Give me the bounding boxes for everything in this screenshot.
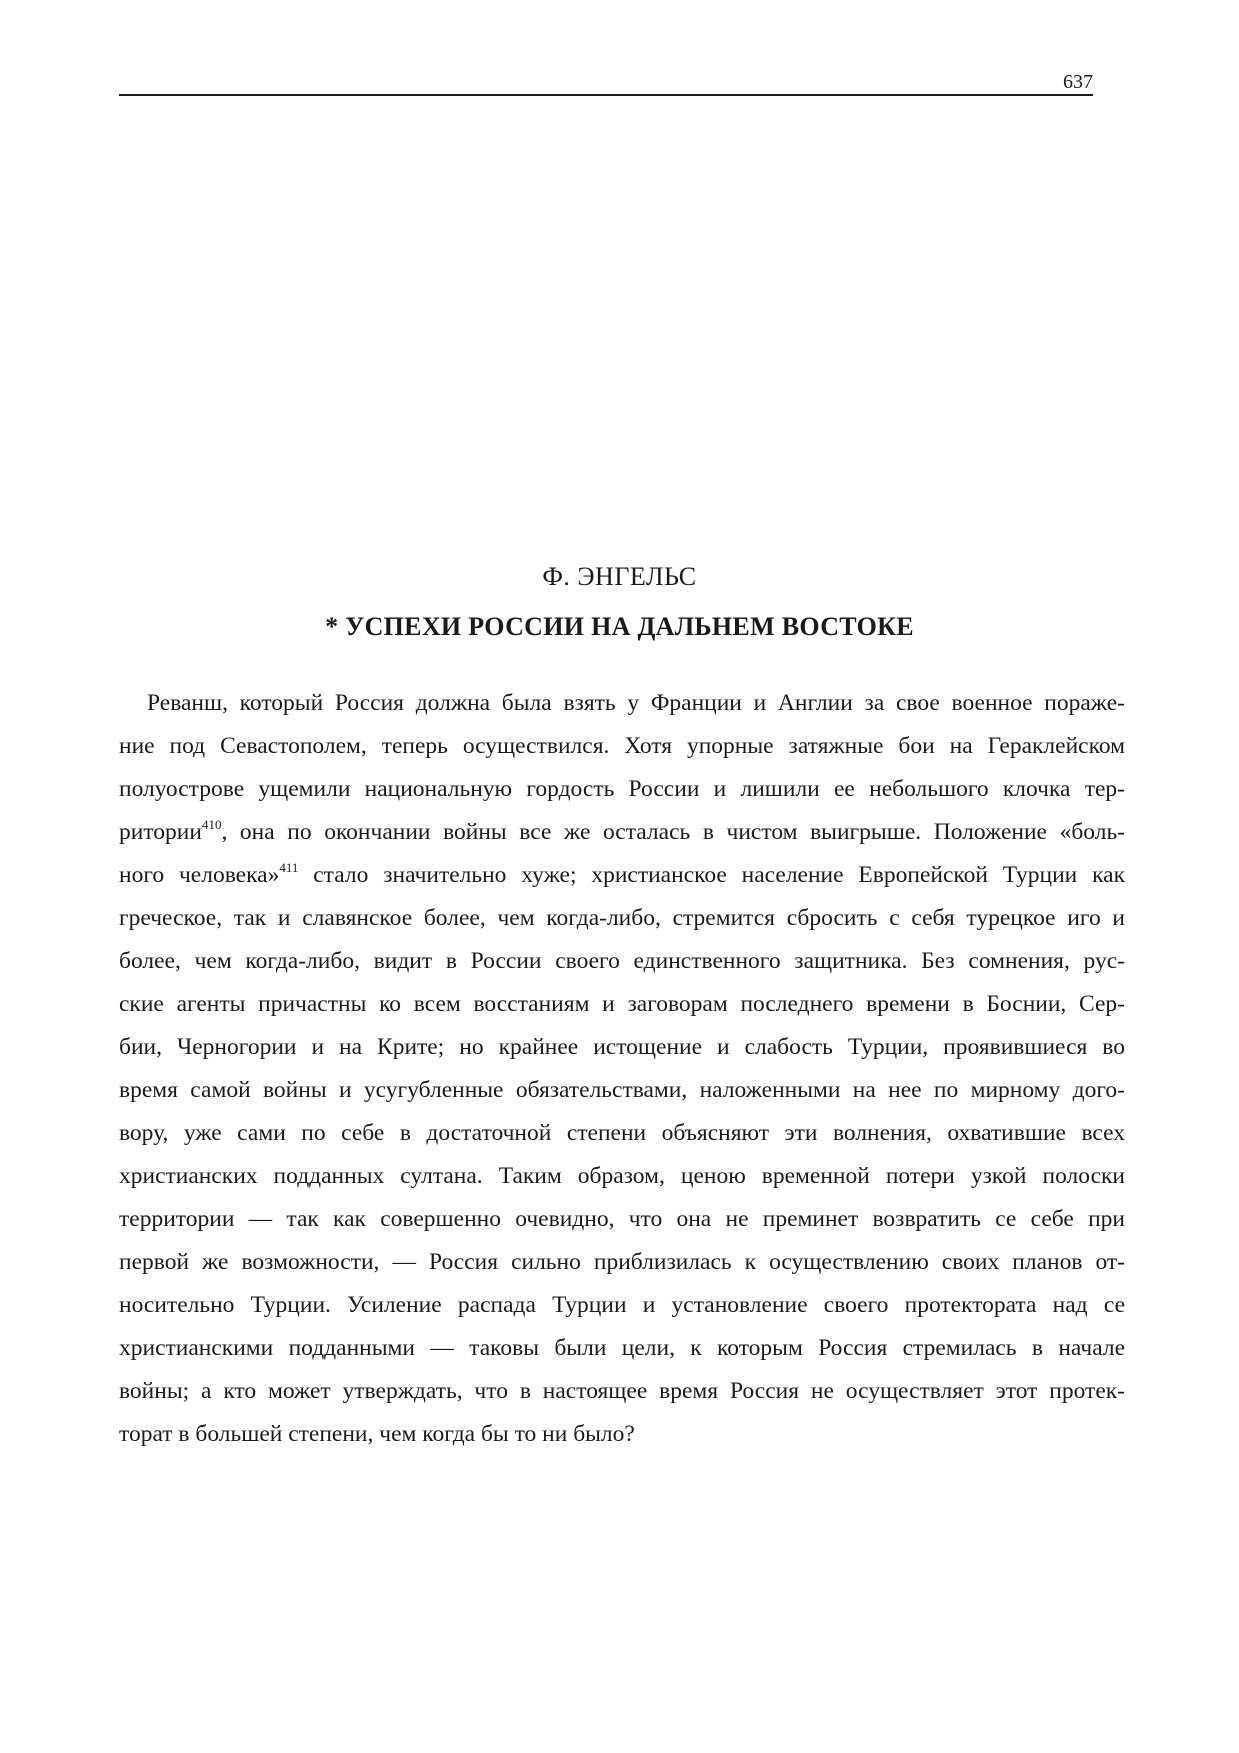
body-line: христианских подданных султана. Таким образом, ценою временной потери узкой полоски [119,1163,1125,1189]
body-line: бии, Черногории и на Крите; но крайнее истощение и слабость Турции, проявившиеся во [119,1034,1125,1060]
article-body [119,682,1125,1456]
body-line: время самой войны и усугубленные обязательствами, наложенными на нее по мирному дого- [119,1077,1125,1103]
body-line [119,854,1125,897]
footnote-ref-410: 410 [201,817,222,832]
footnote-ref-411: 411 [279,860,299,875]
body-line: Реванш, который Россия должна была взять у Франции и Англии за свое военное пораже- [147,690,1125,716]
body-line: более, чем когда-либо, видит в России своего единственного защитника. Без сомнения, рус- [119,948,1125,974]
body-line: вору, уже сами по себе в достаточной степени объясняют эти волнения, охватившие всех [119,1120,1125,1146]
body-line: христианскими подданными — таковы были цели, к которым Россия стремилась в начале [119,1335,1125,1361]
body-line: первой же возможности, — Россия сильно приблизилась к осуществлению своих планов от- [119,1249,1125,1275]
body-line: носительно Турции. Усиление распада Турции и установление своего протектората над се [119,1292,1125,1318]
page-number: 637 [1063,71,1093,93]
body-line [119,811,1125,854]
body-line: ние под Севастополем, теперь осуществился. Хотя упорные затяжные бои на Гераклейском [119,733,1125,759]
body-line: ские агенты причастны ко всем восстаниям и заговорам последнего времени в Боснии, Сер- [119,991,1125,1017]
header-rule [119,94,1093,96]
body-line-text: , она по окончании войны все же осталась в чистом выигрыше. Положение «боль- [221,819,1125,845]
article-title: * УСПЕХИ РОССИИ НА ДАЛЬНЕМ ВОСТОКЕ [325,612,914,641]
body-line: войны; а кто может утверждать, что в настоящее время Россия не осуществляет этот протек- [119,1378,1125,1404]
article-author: Ф. ЭНГЕЛЬС [542,562,697,591]
body-line: полуострове ущемили национальную гордость России и лишили ее небольшого клочка тер- [119,776,1125,802]
body-line-text: ритории [119,819,202,845]
body-line: греческое, так и славянское более, чем когда-либо, стремится сбросить с себя турецкое иго и [119,905,1125,931]
body-line-text: стало значительно хуже; христианское население Европейской Турции как [298,862,1125,888]
body-line: торат в большей степени, чем когда бы то ни было? [119,1421,635,1447]
body-line: территории — так как совершенно очевидно, что она не преминет возвратить се себе при [119,1206,1125,1232]
body-line-text: ного человека» [119,862,280,888]
